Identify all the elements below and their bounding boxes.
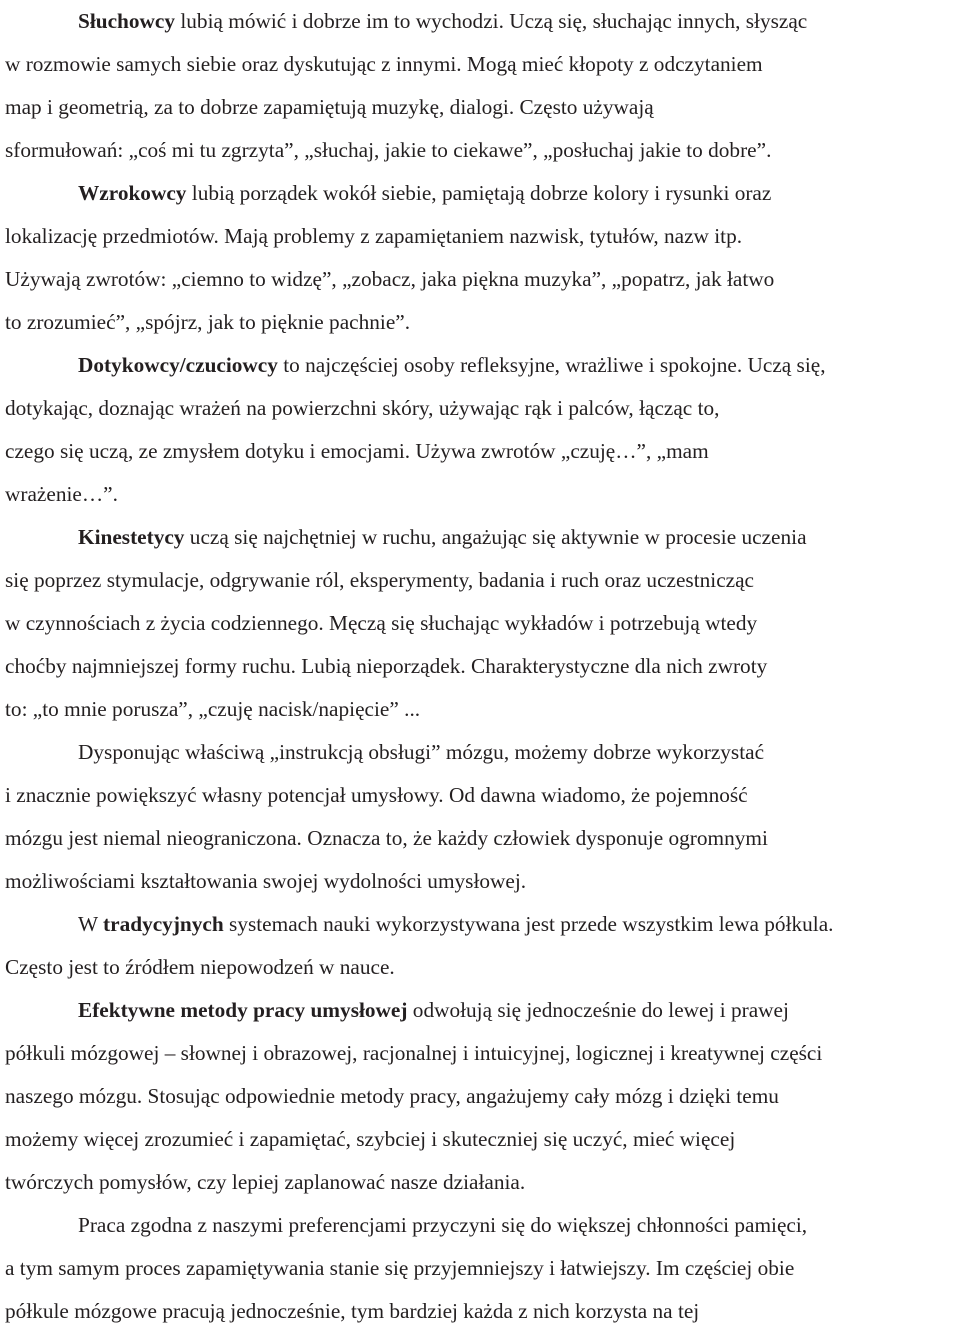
text-run: twórczych pomysłów, czy lepiej zaplanować nasze działania. [5,1170,526,1194]
text-line [5,43,960,86]
text-line [5,817,960,860]
text-line [5,645,960,688]
text-run: odwołują się jednocześnie do lewej i prawej [407,998,789,1022]
text-run: półkule mózgowe pracują jednocześnie, tym bardziej każda z nich korzysta na tej [5,1299,700,1323]
text-run: się poprzez stymulacje, odgrywanie ról, eksperymenty, badania i ruch oraz uczestnicząc [5,568,755,592]
text-line [5,946,960,989]
text-run: i znacznie powiększyć własny potencjał umysłowy. Od dawna wiadomo, że pojemność [5,783,748,807]
text-line [5,387,960,430]
bold-term: Słuchowcy [78,9,176,33]
text-line [5,860,960,903]
paragraph-p5 [5,731,960,903]
text-line [5,688,960,731]
text-run: półkuli mózgowej – słownej i obrazowej, racjonalnej i intuicyjnej, logicznej i kreatywnej części [5,1041,823,1065]
text-run: to: „to mnie porusza”, „czuję nacisk/napięcie” ... [5,697,421,721]
paragraph-p7 [5,989,960,1204]
text-line [5,1204,960,1247]
text-line [5,301,960,344]
text-run: to zrozumieć”, „spójrz, jak to pięknie pachnie”. [5,310,411,334]
text-run: możemy więcej zrozumieć i zapamiętać, szybciej i skuteczniej się uczyć, mieć więcej [5,1127,736,1151]
text-run: Praca zgodna z naszymi preferencjami przyczyni się do większej chłonności pamięci, [78,1213,808,1237]
paragraph-p8 [5,1204,960,1333]
text-line [5,731,960,774]
text-line [5,1075,960,1118]
bold-term: Kinestetycy [78,525,185,549]
text-line [5,0,960,43]
text-line [5,430,960,473]
paragraph-p4 [5,516,960,731]
text-run: map i geometrią, za to dobrze zapamiętują muzykę, dialogi. Często używają [5,95,654,119]
text-run: naszego mózgu. Stosując odpowiednie metody pracy, angażujemy cały mózg i dzięki temu [5,1084,779,1108]
bold-term: Efektywne metody pracy umysłowej [78,998,408,1022]
paragraph-p6 [5,903,960,989]
text-run: lubią mówić i dobrze im to wychodzi. Uczą się, słuchając innych, słysząc [175,9,808,33]
text-run: a tym samym proces zapamiętywania stanie się przyjemniejszy i łatwiejszy. Im częściej obie [5,1256,795,1280]
text-run: wrażenie…”. [5,482,118,506]
paragraph-p1 [5,0,960,172]
text-run: uczą się najchętniej w ruchu, angażując się aktywnie w procesie uczenia [184,525,807,549]
text-line [5,86,960,129]
text-run: w czynnościach z życia codziennego. Męczą się słuchając wykładów i potrzebują wtedy [5,611,758,635]
text-line [5,1161,960,1204]
text-line [5,903,960,946]
text-run: to najczęściej osoby refleksyjne, wrażliwe i spokojne. Uczą się, [277,353,826,377]
text-line [5,1032,960,1075]
text-run: w rozmowie samych siebie oraz dyskutując z innymi. Mogą mieć kłopoty z odczytaniem [5,52,763,76]
text-line [5,473,960,516]
paragraph-p2 [5,172,960,344]
text-run: lokalizację przedmiotów. Mają problemy z zapamiętaniem nazwisk, tytułów, nazw itp. [5,224,743,248]
text-line [5,602,960,645]
text-line [5,1118,960,1161]
text-run: czego się uczą, ze zmysłem dotyku i emocjami. Używa zwrotów „czuję…”, „mam [5,439,709,463]
text-line [5,344,960,387]
text-line [5,774,960,817]
text-run: sformułowań: „coś mi tu zgrzyta”, „słuchaj, jakie to ciekawe”, „posłuchaj jakie to dobre”. [5,138,772,162]
text-line [5,1290,960,1333]
text-line [5,989,960,1032]
text-run: Dysponując właściwą „instrukcją obsługi” mózgu, możemy dobrze wykorzystać [78,740,765,764]
text-run: Używają zwrotów: „ciemno to widzę”, „zobacz, jaka piękna muzyka”, „popatrz, jak łatwo [5,267,775,291]
bold-term: Dotykowcy/czuciowcy [78,353,278,377]
text-run: możliwościami kształtowania swojej wydolności umysłowej. [5,869,527,893]
text-line [5,172,960,215]
text-run: dotykając, doznając wrażeń na powierzchni skóry, używając rąk i palców, łącząc to, [5,396,720,420]
paragraph-p3 [5,344,960,516]
text-line [5,516,960,559]
text-run: mózgu jest niemal nieograniczona. Oznacza to, że każdy człowiek dysponuje ogromnymi [5,826,768,850]
bold-term: Wzrokowcy [78,181,187,205]
text-run: choćby najmniejszej formy ruchu. Lubią nieporządek. Charakterystyczne dla nich zwroty [5,654,768,678]
text-line [5,129,960,172]
text-run: systemach nauki wykorzystywana jest przede wszystkim lewa półkula. [223,912,834,936]
text-run: lubią porządek wokół siebie, pamiętają dobrze kolory i rysunki oraz [186,181,772,205]
text-run: W [78,912,104,936]
document-page [5,0,960,1333]
text-run: Często jest to źródłem niepowodzeń w nauce. [5,955,395,979]
text-line [5,215,960,258]
bold-term: tradycyjnych [103,912,224,936]
text-line [5,258,960,301]
text-line [5,559,960,602]
text-line [5,1247,960,1290]
